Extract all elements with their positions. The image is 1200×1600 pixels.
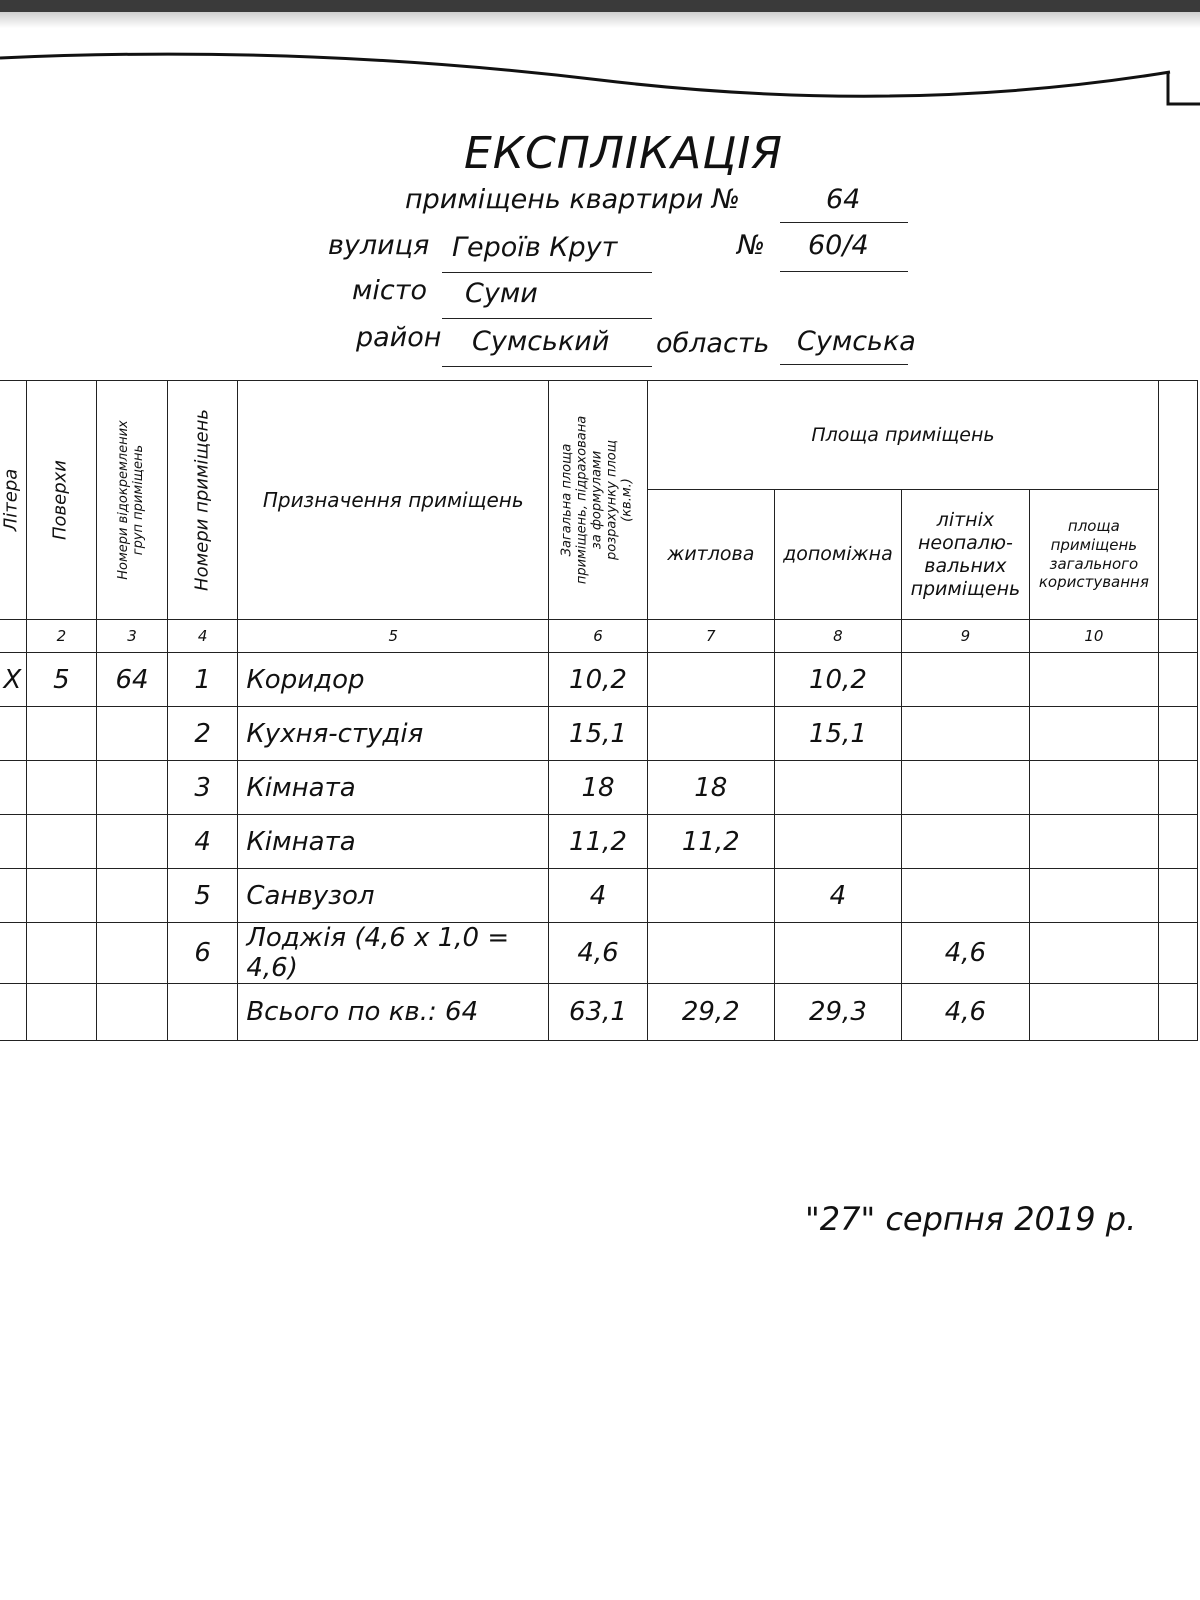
- cell-living: 18: [647, 761, 774, 815]
- cell-extra: [1159, 815, 1198, 869]
- cell-aux: 15,1: [774, 707, 901, 761]
- column-index-row: [0, 620, 1198, 653]
- header-area-group: Площа приміщень: [647, 381, 1158, 490]
- cell-living: [647, 869, 774, 923]
- district-underline: [442, 366, 652, 367]
- cell-aux: [774, 923, 901, 984]
- cell-aux: [774, 761, 901, 815]
- house-number: 60/4: [808, 230, 869, 261]
- cell-letter: [0, 707, 26, 761]
- cell-aux: [774, 815, 901, 869]
- cell-name: Лоджія (4,6 x 1,0 = 4,6): [238, 923, 549, 984]
- cell-common: [1029, 707, 1158, 761]
- cell-summer: 4,6: [902, 923, 1029, 984]
- cell-total: 4: [549, 869, 648, 923]
- header-room-purpose: Призначення приміщень: [238, 381, 549, 620]
- house-underline: [780, 271, 908, 272]
- explication-table: [0, 380, 1198, 1041]
- cell-empty: [97, 984, 168, 1041]
- apartment-label: приміщень квартири №: [405, 184, 740, 215]
- cell-common: [1029, 869, 1158, 923]
- region-value: Сумська: [797, 326, 916, 357]
- cell-no: 6: [167, 923, 237, 984]
- cell-total: 11,2: [549, 815, 648, 869]
- header-floors: Поверхи: [26, 381, 96, 620]
- index-cell: 3: [97, 620, 168, 653]
- frame-corner-box: [1168, 72, 1200, 104]
- header-letter: Літера: [0, 381, 26, 620]
- region-label: область: [656, 328, 770, 359]
- cell-group: [97, 761, 168, 815]
- cell-floor: [26, 707, 96, 761]
- cell-common: [1029, 923, 1158, 984]
- city-underline: [442, 318, 652, 319]
- apartment-underline: [780, 222, 908, 223]
- region-underline: [780, 364, 908, 365]
- cell-name: Коридор: [238, 653, 549, 707]
- cell-group: [97, 707, 168, 761]
- index-cell: 5: [238, 620, 549, 653]
- cell-no: 4: [167, 815, 237, 869]
- cell-letter: X: [0, 653, 26, 707]
- header-living: житлова: [647, 490, 774, 620]
- total-common: [1029, 984, 1158, 1041]
- street-underline: [442, 272, 652, 273]
- total-row: [0, 984, 1198, 1041]
- cell-group: 64: [97, 653, 168, 707]
- cell-total: 10,2: [549, 653, 648, 707]
- cell-extra: [1159, 869, 1198, 923]
- district-label: район: [356, 322, 442, 353]
- house-label: №: [737, 230, 766, 261]
- cell-living: [647, 653, 774, 707]
- cell-common: [1029, 761, 1158, 815]
- cell-letter: [0, 869, 26, 923]
- frame-border-line: [0, 54, 1170, 96]
- total-living: 29,2: [647, 984, 774, 1041]
- table-header-row: [0, 381, 1198, 490]
- cell-summer: [902, 653, 1029, 707]
- cell-aux: 4: [774, 869, 901, 923]
- cell-floor: [26, 923, 96, 984]
- index-cell: 4: [167, 620, 237, 653]
- total-summer: 4,6: [902, 984, 1029, 1041]
- cell-summer: [902, 869, 1029, 923]
- cell-letter: [0, 815, 26, 869]
- cell-summer: [902, 707, 1029, 761]
- cell-total: 18: [549, 761, 648, 815]
- table-row: [0, 923, 1198, 984]
- header-total-area: Загальна площа приміщень, підрахована за формулами розрахунку площ (кв.м.): [549, 381, 648, 620]
- city-value: Суми: [465, 278, 538, 309]
- total-total: 63,1: [549, 984, 648, 1041]
- cell-no: 1: [167, 653, 237, 707]
- header-summer: літніх неопалю- вальних приміщень: [902, 490, 1029, 620]
- cell-extra: [1159, 653, 1198, 707]
- index-cell: 6: [549, 620, 648, 653]
- cell-name: Кімната: [238, 815, 549, 869]
- index-cell: 8: [774, 620, 901, 653]
- document-date: "27" серпня 2019 р.: [805, 1200, 1137, 1238]
- street-value: Героїв Крут: [452, 232, 618, 263]
- cell-name: Санвузол: [238, 869, 549, 923]
- cell-living: 11,2: [647, 815, 774, 869]
- cell-name: Кухня-студія: [238, 707, 549, 761]
- index-cell: 2: [26, 620, 96, 653]
- city-label: місто: [352, 275, 427, 306]
- cell-name: Кімната: [238, 761, 549, 815]
- document-title: ЕКСПЛІКАЦІЯ: [464, 128, 783, 179]
- cell-living: [647, 707, 774, 761]
- cell-total: 4,6: [549, 923, 648, 984]
- street-label: вулиця: [328, 230, 430, 261]
- index-cell: 9: [902, 620, 1029, 653]
- cell-floor: 5: [26, 653, 96, 707]
- index-cell: [0, 620, 26, 653]
- table-row: [0, 707, 1198, 761]
- header-common: площа приміщень загального користування: [1029, 490, 1158, 620]
- district-value: Сумський: [472, 326, 610, 357]
- cell-extra: [1159, 707, 1198, 761]
- cell-group: [97, 923, 168, 984]
- cell-summer: [902, 761, 1029, 815]
- apartment-number: 64: [826, 184, 861, 215]
- cell-common: [1029, 653, 1158, 707]
- table-row: [0, 869, 1198, 923]
- cell-empty: [0, 984, 26, 1041]
- header-auxiliary: допоміжна: [774, 490, 901, 620]
- cell-extra: [1159, 923, 1198, 984]
- cell-total: 15,1: [549, 707, 648, 761]
- cell-group: [97, 869, 168, 923]
- table-row: [0, 761, 1198, 815]
- cell-no: 2: [167, 707, 237, 761]
- cell-letter: [0, 923, 26, 984]
- table-row: [0, 653, 1198, 707]
- total-aux: 29,3: [774, 984, 901, 1041]
- cell-extra: [1159, 984, 1198, 1041]
- cell-no: 5: [167, 869, 237, 923]
- cell-common: [1029, 815, 1158, 869]
- cell-floor: [26, 869, 96, 923]
- index-cell: 7: [647, 620, 774, 653]
- cell-summer: [902, 815, 1029, 869]
- table-row: [0, 815, 1198, 869]
- cell-empty: [26, 984, 96, 1041]
- cell-floor: [26, 761, 96, 815]
- header-extra: [1159, 381, 1198, 620]
- header-room-numbers: Номери приміщень: [167, 381, 237, 620]
- index-cell: 10: [1029, 620, 1158, 653]
- cell-floor: [26, 815, 96, 869]
- total-label: Всього по кв.: 64: [238, 984, 549, 1041]
- cell-living: [647, 923, 774, 984]
- cell-empty: [167, 984, 237, 1041]
- header-group-numbers: Номери відокремлених груп приміщень: [97, 381, 168, 620]
- cell-group: [97, 815, 168, 869]
- index-cell: [1159, 620, 1198, 653]
- cell-extra: [1159, 761, 1198, 815]
- cell-no: 3: [167, 761, 237, 815]
- cell-letter: [0, 761, 26, 815]
- cell-aux: 10,2: [774, 653, 901, 707]
